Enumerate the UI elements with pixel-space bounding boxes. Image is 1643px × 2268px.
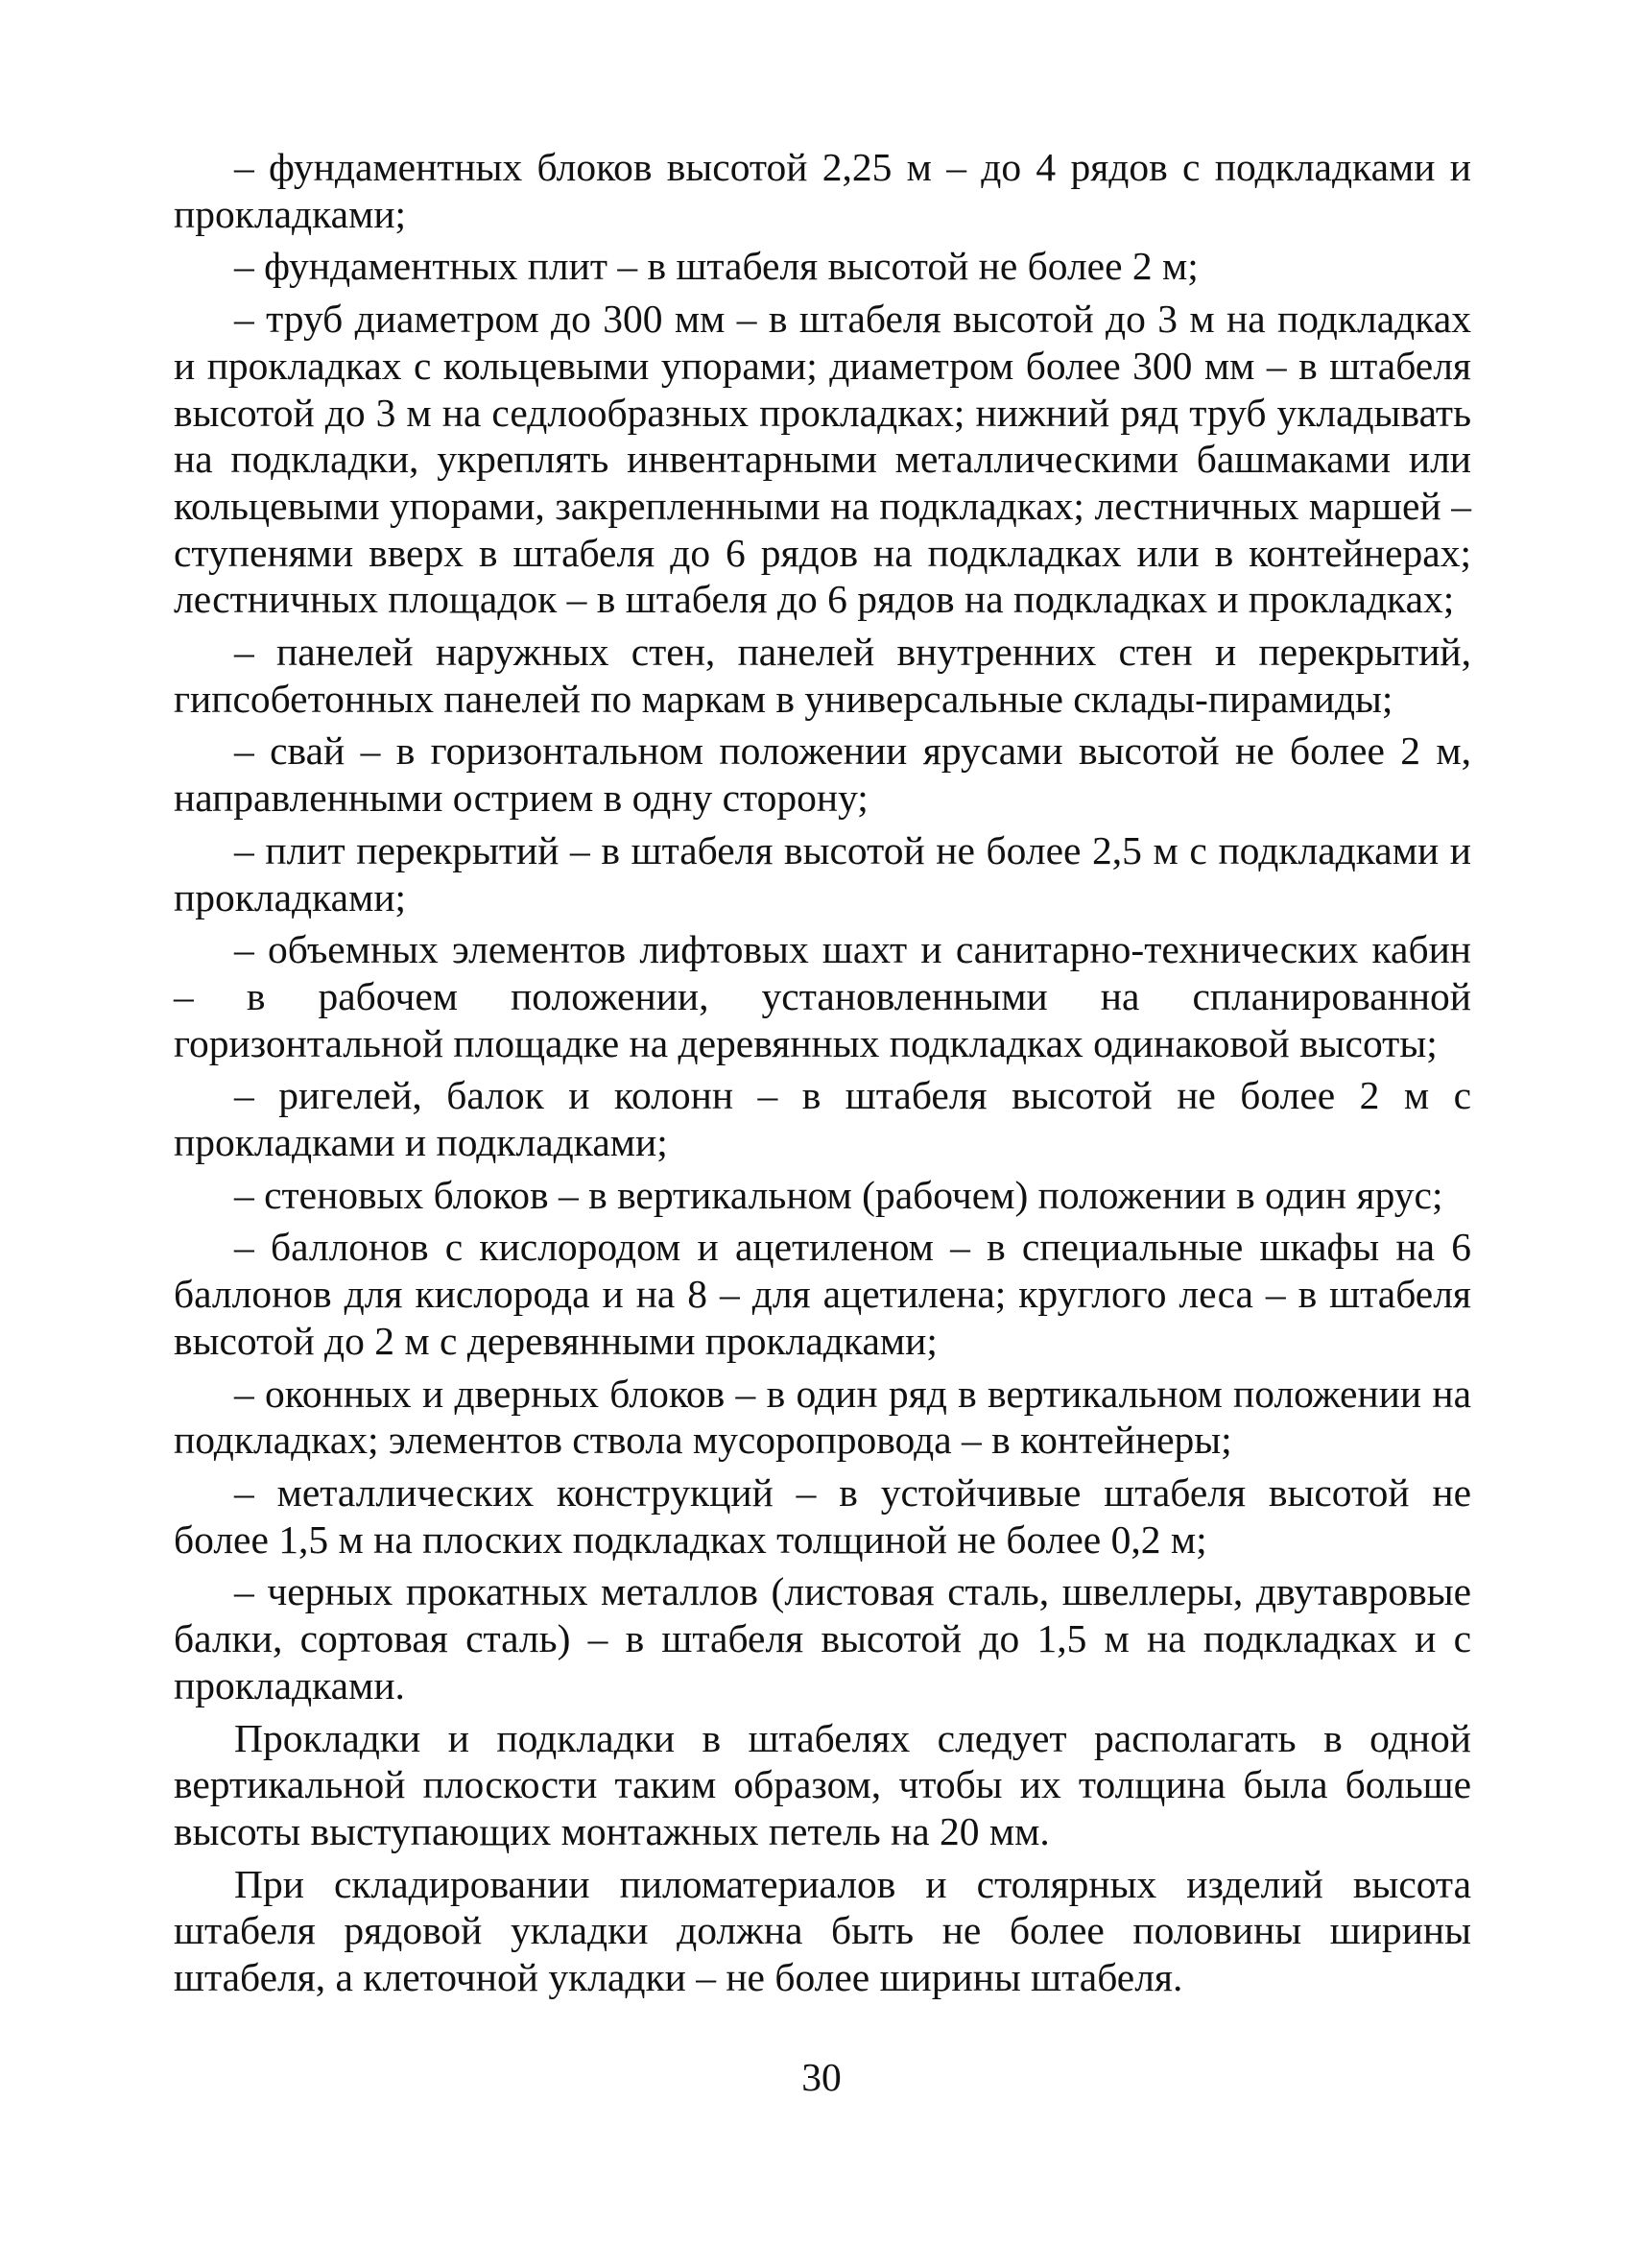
paragraph-metal-structures: – металлических конструкций – в устойчивые штабеля высотой не более 1,5 м на плоских подкладках толщиной не более 0,2 м; xyxy=(174,1469,1471,1562)
paragraph-volumetric-elements: – объемных элементов лифтовых шахт и санитарно-технических кабин – в рабочем положении, установленными на спланированной горизонтальной площадке на деревянных подкладках одинаковой высоты; xyxy=(174,927,1471,1065)
paragraph-floor-slabs: – плит перекрытий – в штабеля высотой не более 2,5 м с подкладками и прокладками; xyxy=(174,827,1471,919)
paragraph-piles: – свай – в горизонтальном положении ярусами высотой не более 2 м, направленными острием в одну сторону; xyxy=(174,728,1471,821)
paragraph-foundation-blocks: – фундаментных блоков высотой 2,25 м – до 4 рядов с подкладками и прокладками; xyxy=(174,145,1471,236)
paragraph-window-door-blocks: – оконных и дверных блоков – в один ряд в вертикальном положении на подкладках; элементов ствола мусоропровода – в контейнеры; xyxy=(174,1371,1471,1463)
paragraph-foundation-slabs: – фундаментных плит – в штабеля высотой не более 2 м; xyxy=(234,244,1199,289)
paragraph-lumber-stacking: При складировании пиломатериалов и столярных изделий высота штабеля рядовой укладки должна быть не более половины ширины штабеля, а клеточной укладки – не более ширины штабеля. xyxy=(174,1861,1471,2000)
paragraph-gas-cylinders: – баллонов с кислородом и ацетиленом – в специальные шкафы на 6 баллонов для кислорода и на 8 – для ацетилена; круглого леса – в штабеля высотой до 2 м с деревянными прокладками; xyxy=(174,1225,1471,1363)
paragraph-wall-panels: – панелей наружных стен, панелей внутренних стен и перекрытий, гипсобетонных панелей по маркам в универсальные склады-пирамиды; xyxy=(174,630,1471,721)
paragraph-spacers: Прокладки и подкладки в штабелях следует располагать в одной вертикальной плоскости таким образом, чтобы их толщина была больше высоты выступающих монтажных петель на 20 мм. xyxy=(174,1715,1471,1853)
paragraph-rolled-metals: – черных прокатных металлов (листовая сталь, швеллеры, двутавровые балки, сортовая сталь) – в штабеля высотой до 1,5 м на подкладках и с прокладками. xyxy=(174,1569,1471,1707)
paragraph-girders-beams-columns: – ригелей, балок и колонн – в штабеля высотой не более 2 м с прокладками и подкладками; xyxy=(174,1073,1471,1165)
body-text xyxy=(174,144,1471,2007)
paragraph-wall-blocks: – стеновых блоков – в вертикальном (рабочем) положении в один ярус; xyxy=(234,1172,1443,1217)
paragraph-pipes: – труб диаметром до 300 мм – в штабеля высотой до 3 м на подкладках и прокладках с кольцевыми упорами; диаметром более 300 мм – в штабеля высотой до 3 м на седлообразных прокладках; нижний ряд труб укладывать на подкладки, укреплять инвентарными металлическими башмаками или кольцевыми упорами, закрепленными на подкладках; лестничных маршей – ступенями вверх в штабеля до 6 рядов на подкладках или в контейнерах; лестничных площадок – в штабеля до 6 рядов на подкладках и прокладках; xyxy=(174,297,1471,622)
page-number: 30 xyxy=(801,2055,842,2099)
